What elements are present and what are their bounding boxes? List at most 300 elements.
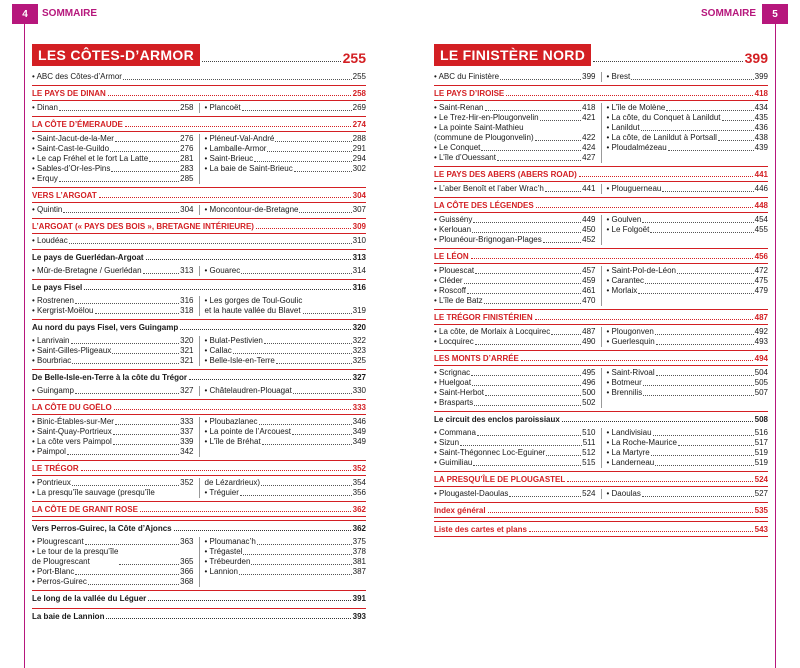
toc-entry[interactable] [32,346,194,356]
toc-entry[interactable] [434,296,596,306]
dot-leader [650,232,753,233]
toc-section-heading[interactable] [434,471,768,487]
toc-page-number: 434 [754,103,768,112]
toc-entry[interactable] [434,235,596,245]
toc-page-number: 490 [582,337,596,346]
toc-column [32,236,366,246]
toc-entry-title: • Huelgoat [434,378,472,387]
toc-entry[interactable] [32,154,194,164]
toc-page-number: 418 [754,89,768,98]
toc-entry[interactable] [205,144,367,154]
dot-leader [119,564,179,565]
right-toc [434,44,768,539]
toc-entry[interactable] [434,327,596,337]
toc-page-number: 502 [582,398,596,407]
toc-subsection-heading[interactable] [32,590,366,605]
toc-subsection-heading[interactable] [32,608,366,623]
toc-entry-block [32,296,366,316]
toc-page-number: 281 [180,154,194,163]
toc-page-number: 535 [754,506,768,515]
toc-entry-title: • Brasparts [434,398,474,407]
toc-entry[interactable] [205,488,367,498]
dot-leader [473,222,581,223]
toc-entry[interactable] [607,133,769,143]
dot-leader [506,95,752,96]
toc-subsection-heading[interactable] [32,520,366,535]
toc-page-number: 378 [352,547,366,556]
toc-entry-title: • Belle-Isle-en-Terre [204,356,275,365]
toc-entry[interactable] [32,205,194,215]
toc-column [199,296,367,316]
dot-leader [264,343,352,344]
toc-entry[interactable] [607,113,769,123]
toc-page-number: 455 [754,225,768,234]
toc-entry[interactable] [607,458,769,468]
toc-entry-title: • Les gorges de Toul-Goulic et la haute vallée du Blavet [204,296,303,315]
dot-leader [631,79,753,80]
dot-leader [276,363,352,364]
left-page-number: 4 [12,4,38,24]
toc-entry-block [32,205,366,215]
dot-leader [638,293,753,294]
toc-entry[interactable] [434,276,596,286]
toc-page-number: 494 [754,354,768,363]
toc-entry[interactable] [434,286,596,296]
toc-entry[interactable] [434,398,596,408]
toc-entry[interactable] [32,103,194,113]
toc-section-heading[interactable] [32,460,366,476]
toc-column [199,537,367,587]
toc-page-number: 327 [180,386,194,395]
toc-page-number: 424 [582,143,596,152]
dot-leader [148,600,350,601]
toc-entry[interactable] [32,356,194,366]
toc-entry-title: • Châtelaudren-Plouagat [204,386,292,395]
toc-entry-title: • La baie de Saint-Brieuc [204,164,293,173]
toc-entry[interactable] [205,478,367,488]
dot-leader [75,303,179,304]
toc-entry-title: • Landerneau [606,458,655,467]
dot-leader [653,435,754,436]
toc-column [601,368,769,408]
toc-heading-title: Au nord du pays Fisel, vers Guingamp [32,323,179,332]
dot-leader [678,445,754,446]
toc-page-number: 269 [352,103,366,112]
toc-page-number: 418 [582,103,596,112]
toc-entry[interactable] [607,72,769,82]
toc-entry-title: • Ploubazlanec [204,417,258,426]
toc-entry[interactable] [205,296,367,316]
dot-leader [662,191,753,192]
toc-entry-title: • Erquy [32,174,58,183]
dot-leader [146,259,351,260]
toc-entry[interactable] [434,378,596,388]
toc-entry[interactable] [434,72,596,82]
toc-column [601,184,769,194]
toc-page-number: 365 [180,557,194,566]
toc-heading-title: Vers Perros-Guirec, la Côte d’Ajoncs [32,524,172,533]
toc-heading-title: Le long de la vallée du Léguer [32,594,147,603]
toc-entry[interactable] [434,103,596,113]
toc-subsection-heading[interactable] [32,319,366,334]
toc-entry[interactable] [434,458,596,468]
toc-page-number: 318 [180,306,194,315]
toc-section-heading[interactable] [434,309,768,325]
toc-page-number: 450 [582,225,596,234]
dot-leader [123,79,352,80]
toc-entry-title: • Commana [434,428,476,437]
toc-entry-block [32,72,366,82]
toc-entry[interactable] [434,368,596,378]
toc-entry-title: • Sables-d’Or-les-Pins [32,164,111,173]
toc-section-heading[interactable] [32,187,366,203]
toc-entry-title: • Pontrieux [32,478,71,487]
toc-column [32,296,194,316]
toc-column [601,266,769,306]
toc-entry[interactable] [607,225,769,235]
toc-column [32,417,194,457]
toc-entry[interactable] [32,478,194,488]
dot-leader [256,228,351,229]
toc-entry-title: • Bulat-Pestivien [204,336,263,345]
toc-entry[interactable] [205,427,367,437]
toc-page-number: 493 [754,337,768,346]
dot-leader [666,110,753,111]
toc-heading-title: LE TRÉGOR FINISTÉRIEN [434,313,533,322]
toc-page-number: 363 [180,537,194,546]
toc-entry[interactable] [434,388,596,398]
toc-column [434,489,596,499]
toc-entry[interactable] [32,537,194,547]
toc-section-heading[interactable] [434,502,768,518]
dot-leader [303,313,351,314]
toc-entry[interactable] [32,386,194,396]
toc-entry-title: • Le tour de la presqu’île de Plougrescant [32,547,119,566]
toc-entry-title: • Saint-Jacut-de-la-Mer [32,134,114,143]
toc-entry[interactable] [607,448,769,458]
toc-entry-title: • Plouescat [434,266,475,275]
toc-entry[interactable] [205,537,367,547]
toc-entry[interactable] [32,447,194,457]
toc-entry-title: • ABC du Finistère [434,72,500,81]
toc-page-number: 438 [754,133,768,142]
toc-entry-title: • La Martyre [606,448,650,457]
toc-entry[interactable] [607,337,769,347]
toc-entry-title: • Lanrivain [32,336,70,345]
toc-page-number: 356 [352,488,366,497]
toc-page-number: 457 [582,266,596,275]
toc-entry[interactable] [434,143,596,153]
toc-page-number: 304 [352,191,366,200]
dot-leader [677,273,754,274]
toc-entry-title: • Lamballe-Armor [204,144,267,153]
toc-entry[interactable] [205,567,367,577]
dot-leader [475,344,581,345]
right-part-heading[interactable] [434,44,768,66]
dot-leader [72,363,179,364]
toc-entry[interactable] [32,134,194,144]
dot-leader [202,61,341,62]
toc-entry-title: • Goulven [606,215,642,224]
left-part-heading[interactable] [32,44,366,66]
toc-section-heading[interactable] [32,116,366,132]
toc-entry[interactable] [205,205,367,215]
dot-leader [299,212,351,213]
dot-leader [115,141,179,142]
toc-column [32,537,194,587]
dot-leader [464,283,582,284]
toc-entry-title: • Morlaix [606,286,638,295]
toc-section-heading[interactable] [32,218,366,234]
toc-entry[interactable] [205,557,367,567]
toc-section-heading[interactable] [434,248,768,264]
toc-column [434,72,596,82]
toc-column [434,368,596,408]
toc-page-number: 507 [754,388,768,397]
toc-page-number: 327 [352,373,366,382]
toc-entry[interactable] [607,388,769,398]
dot-leader [471,258,753,259]
toc-entry[interactable] [32,266,194,276]
dot-leader [471,375,581,376]
toc-entry[interactable] [607,378,769,388]
toc-entry-title: • Brennilis [606,388,643,397]
toc-page-number: 524 [582,489,596,498]
toc-entry[interactable] [32,144,194,154]
toc-entry-title: • Landivisiau [606,428,652,437]
toc-entry[interactable] [607,327,769,337]
dot-leader [485,395,581,396]
toc-page-number: 441 [754,170,768,179]
toc-entry[interactable] [205,336,367,346]
dot-leader [641,130,754,131]
toc-entry[interactable] [607,184,769,194]
toc-entry[interactable] [205,417,367,427]
toc-section-heading[interactable] [32,501,366,517]
toc-entry-title: • Callac [204,346,232,355]
toc-entry[interactable] [205,356,367,366]
toc-page-number: 543 [754,525,768,534]
left-part-page: 255 [342,50,366,66]
toc-subsection-heading[interactable] [32,369,366,384]
toc-section-heading[interactable] [434,521,768,537]
dot-leader [189,379,351,380]
toc-entry[interactable] [32,488,194,498]
toc-entry[interactable] [32,164,194,174]
toc-entry[interactable] [607,123,769,133]
toc-page-number: 459 [582,276,596,285]
dot-leader [112,353,179,354]
toc-entry[interactable] [607,266,769,276]
toc-page-number: 321 [180,346,194,355]
toc-entry[interactable] [607,428,769,438]
toc-heading-title: VERS L’ARGOAT [32,191,97,200]
toc-page-number: 422 [582,133,596,142]
toc-entry-title: • La pointe de l’Arcouest [204,427,291,436]
toc-entry-block [434,327,768,347]
toc-entry[interactable] [32,577,194,587]
toc-section-heading[interactable] [32,399,366,415]
toc-entry[interactable] [32,306,194,316]
dot-leader [143,273,180,274]
toc-page-number: 320 [352,323,366,332]
toc-section-heading[interactable] [434,197,768,213]
toc-entry-title: • Plouguerneau [606,184,662,193]
toc-entry[interactable] [32,437,194,447]
toc-entry-block [434,428,768,468]
toc-entry-title: • Guimiliau [434,458,473,467]
toc-page-number: 511 [582,438,596,447]
toc-entry-title: • La pointe Saint-Mathieu (commune de Plougonvelin) [434,123,534,142]
toc-entry-title: • Plancoët [204,103,241,112]
toc-entry[interactable] [32,174,194,184]
toc-heading-title: LE PAYS DE DINAN [32,89,106,98]
toc-entry[interactable] [434,184,596,194]
dot-leader [149,161,179,162]
toc-entry-title: • Le Trez-Hir-en-Plougonvelin [434,113,539,122]
toc-column [601,103,769,163]
toc-entry-title: • Dinan [32,103,58,112]
toc-entry[interactable] [32,336,194,346]
toc-section-heading[interactable] [434,350,768,366]
toc-page-number: 362 [352,524,366,533]
dot-leader [475,273,581,274]
toc-entry[interactable] [205,346,367,356]
toc-entry[interactable] [32,427,194,437]
toc-page-number: 258 [352,89,366,98]
toc-page-number: 314 [352,266,366,275]
dot-leader [567,481,752,482]
toc-entry[interactable] [205,437,367,447]
toc-page-number: 391 [352,594,366,603]
toc-entry[interactable] [32,547,194,567]
toc-entry-block [32,478,366,498]
toc-heading-title: Liste des cartes et plans [434,525,527,534]
dot-leader [643,385,754,386]
toc-entry-title: • La côte, de Morlaix à Locquirec [434,327,551,336]
toc-entry[interactable] [32,296,194,306]
dot-leader [540,120,582,121]
toc-page-number: 516 [754,428,768,437]
right-running-head: SOMMAIRE [701,8,756,19]
toc-entry-block [434,266,768,306]
toc-section-heading[interactable] [434,85,768,101]
toc-page-number: 504 [754,368,768,377]
toc-entry-title: • Rostrenen [32,296,74,305]
dot-leader [275,141,351,142]
toc-entry-title: • Quintin [32,205,63,214]
toc-entry[interactable] [607,215,769,225]
toc-entry-title: • Lannion [204,567,238,576]
toc-page-number: 310 [352,236,366,245]
toc-page-number: 322 [352,336,366,345]
toc-column [32,72,366,82]
dot-leader [293,393,352,394]
dot-leader [257,544,352,545]
toc-page-number: 276 [180,144,194,153]
toc-entry[interactable] [434,489,596,499]
toc-entry[interactable] [434,438,596,448]
toc-heading-title: Le circuit des enclos paroissiaux [434,415,560,424]
dot-leader [85,544,179,545]
toc-page-number: 291 [352,144,366,153]
toc-entry[interactable] [607,143,769,153]
toc-entry[interactable] [434,428,596,438]
left-toc-items [32,72,366,623]
dot-leader [81,470,351,471]
toc-entry[interactable] [32,417,194,427]
toc-entry[interactable] [434,153,596,163]
toc-page-number: 276 [180,134,194,143]
toc-section-heading[interactable] [434,166,768,182]
dot-leader [521,360,753,361]
toc-entry[interactable] [205,266,367,276]
toc-entry[interactable] [434,448,596,458]
toc-entry[interactable] [607,286,769,296]
toc-entry[interactable] [32,236,366,246]
dot-leader [651,455,754,456]
toc-heading-title: LE TRÉGOR [32,464,79,473]
toc-entry[interactable] [205,164,367,174]
toc-entry-title: • Scrignac [434,368,471,377]
toc-subsection-heading[interactable] [32,279,366,294]
toc-entry-title: de Lézardrieux) [204,478,261,487]
toc-entry-title: • Plounéour-Brignogan-Plages [434,235,542,244]
toc-page-number: 475 [754,276,768,285]
toc-subsection-heading[interactable] [434,411,768,426]
toc-page-number: 325 [352,356,366,365]
toc-column [434,215,596,245]
toc-entry[interactable] [32,567,194,577]
toc-entry-title: • Paimpol [32,447,66,456]
toc-entry[interactable] [205,103,367,113]
toc-heading-title: LA PRESQU’ÎLE DE PLOUGASTEL [434,475,566,484]
toc-entry-title: • Trégastel [204,547,243,556]
toc-entry[interactable] [434,337,596,347]
toc-entry[interactable] [607,276,769,286]
toc-entry[interactable] [205,134,367,144]
toc-entry[interactable] [607,489,769,499]
toc-page-number: 346 [352,417,366,426]
toc-entry[interactable] [205,386,367,396]
toc-entry[interactable] [607,368,769,378]
toc-column [434,184,596,194]
toc-section-heading[interactable] [32,85,366,101]
dot-leader [488,512,753,513]
dot-leader [529,531,753,532]
dot-leader [115,424,179,425]
toc-entry[interactable] [205,547,367,557]
toc-entry[interactable] [434,225,596,235]
left-running-header [0,0,400,24]
toc-heading-title: De Belle-Isle-en-Terre à la côte du Trégor [32,373,188,382]
toc-subsection-heading[interactable] [32,249,366,264]
toc-page-number: 349 [352,437,366,446]
toc-entry[interactable] [32,72,366,82]
toc-entry[interactable] [434,113,596,123]
toc-entry[interactable] [607,438,769,448]
toc-entry[interactable] [607,103,769,113]
toc-entry[interactable] [205,154,367,164]
toc-page-number: 258 [180,103,194,112]
toc-page-number: 399 [754,72,768,81]
toc-entry[interactable] [434,266,596,276]
toc-entry-title: • La côte, de Lanildut à Portsall [606,133,717,142]
toc-page-number: 313 [352,253,366,262]
right-page-number: 5 [762,4,788,24]
toc-entry[interactable] [434,215,596,225]
toc-entry[interactable] [434,123,596,143]
